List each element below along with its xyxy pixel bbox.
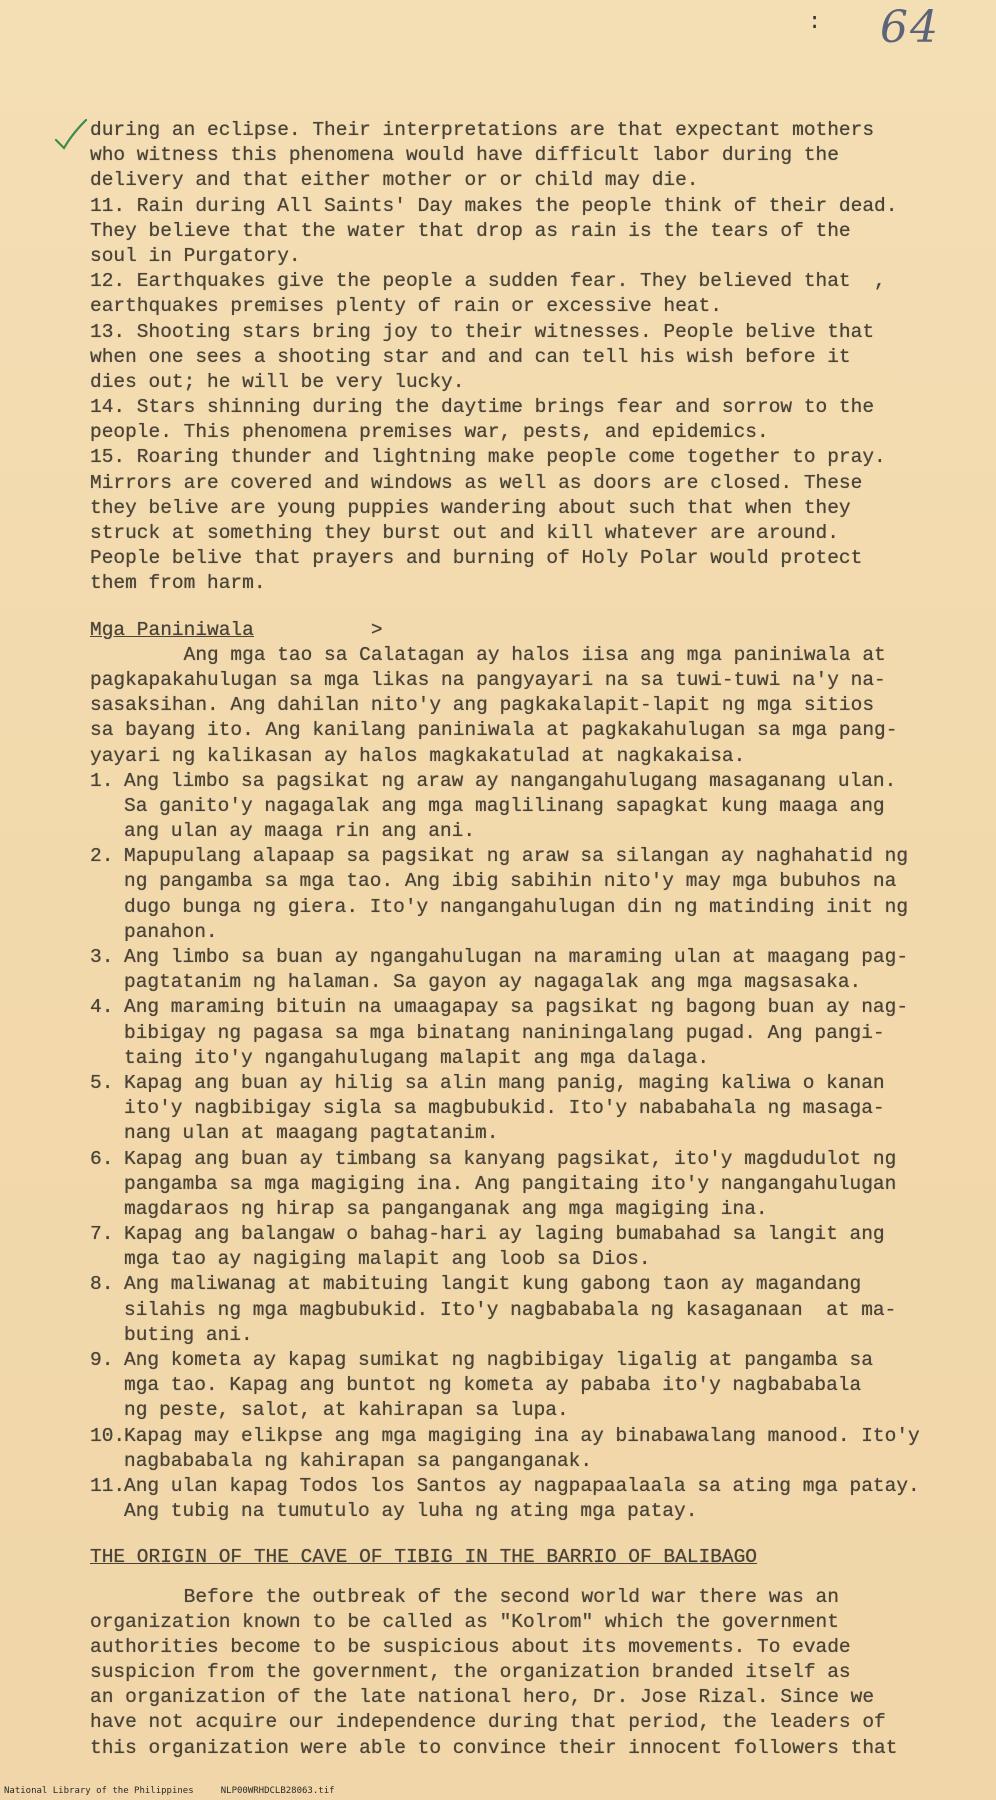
text-line: authorities become to be suspicious about its movements. To evade [90,1635,851,1658]
text-line: 13. Shooting stars bring joy to their witnesses. People belive that [90,320,875,343]
text-line: Mirrors are covered and windows as well as doors are closed. These [90,471,863,494]
tagalog-heading: Mga Paniniwala [90,618,254,641]
list-item [90,1222,936,1272]
list-item-number: 6. [90,1147,114,1170]
list-item-text [124,1147,936,1223]
list-item-text [124,1071,936,1147]
text-line: 12. Earthquakes give the people a sudden fear. They believed that , [90,270,886,293]
text-line: have not acquire our independence during that period, the leaders of [90,1711,886,1734]
text-line: 15. Roaring thunder and lightning make people come together to pray. [90,446,886,469]
text-line: Sa ganito'y nagagalak ang mga maglilinang sapagkat kung maaga ang [124,794,885,817]
list-item-number: 7. [90,1223,114,1246]
text-line: Ang maliwanag at mabituing langit kung gabong taon ay magandang [124,1273,862,1296]
text-line: nang ulan at maagang pagtatanim. [124,1122,499,1145]
text-line: when one sees a shooting star and and can tell his wish before it [90,345,851,368]
list-item-number: 8. [90,1273,114,1296]
text-line: Ang limbo sa pagsikat ng araw ay nangangahulugang masaganang ulan. [124,769,897,792]
list-item-number: 5. [90,1071,114,1094]
text-line: nagbababala ng kahirapan sa panganganak. [124,1449,593,1472]
text-line: People belive that prayers and burning of Holy Polar would protect [90,547,863,570]
text-line: Kapag ang balangaw o bahag-hari ay laging bumabahad sa langit ang [124,1223,885,1246]
text-line: soul in Purgatory. [90,244,301,267]
heading-mark: > [370,618,383,641]
list-item [90,1147,936,1223]
text-line: Ang tubig na tumutulo ay luha ng ating mga patay. [124,1500,698,1523]
list-item-text [124,844,936,945]
list-item [90,1474,936,1524]
page-mark: : [808,10,822,35]
list-item-text [124,1222,936,1272]
document-body [90,118,936,1761]
text-line: people. This phenomena premises war, pests, and epidemics. [90,421,769,444]
text-line: bibigay ng pagasa sa mga binatang naniningalang pugad. Ang pangi- [124,1021,885,1044]
tagalog-items [90,769,936,1525]
page-number: 64 [880,2,940,53]
text-line: silahis ng mga magbubukid. Ito'y nagbababala ng kasaganaan at ma- [124,1298,897,1321]
list-item-number: 10. [90,1424,126,1447]
list-item-number: 4. [90,996,114,1019]
text-line: this organization were able to convince their innocent followers that [90,1736,898,1759]
origin-section [90,1585,936,1761]
text-line: pagtatanim ng halaman. Sa gayon ay nagagalak ang mga magsasaka. [124,971,862,994]
text-line: Before the outbreak of the second world war there was an [90,1585,839,1608]
list-item-text [124,1474,936,1524]
list-item [90,945,936,995]
text-line: who witness this phenomena would have difficult labor during the [90,144,839,167]
text-line: Mapupulang alapaap sa pagsikat ng araw sa silangan ay naghahatid ng [124,845,909,868]
text-line: sasaksihan. Ang dahilan nito'y ang pagkakalapit-lapit ng mga sitios [90,694,875,717]
text-line: sa bayang ito. Ang kanilang paniniwala at pagkakahulugan sa mga pang- [90,719,898,742]
text-line: them from harm. [90,572,266,595]
origin-heading-line [90,1545,936,1570]
text-line: Ang kometa ay kapag sumikat ng nagbibigay ligalig at pangamba sa [124,1349,873,1371]
list-item [90,1272,936,1348]
text-line: panahon. [124,920,218,943]
list-item-text [124,1272,936,1348]
list-item [90,844,936,945]
list-item-text [124,1424,936,1474]
check-mark-icon [54,118,88,154]
text-line: dies out; he will be very lucky. [90,370,465,393]
text-line: ng peste, salot, at kahirapan sa lupa. [124,1399,569,1422]
list-item-text [124,769,936,845]
text-line: they belive are young puppies wandering about such that when they [90,496,851,519]
text-line: earthquakes premises plenty of rain or excessive heat. [90,295,722,318]
text-line: mga tao ay nagiging malapit ang loob sa Dios. [124,1248,651,1271]
origin-heading: THE ORIGIN OF THE CAVE OF TIBIG IN THE BARRIO OF BALIBAGO [90,1546,758,1569]
text-line: Ang ulan kapag Todos los Santos ay nagpapaalaala sa ating mga patay. [124,1474,920,1497]
text-line: 11. Rain during All Saints' Day makes the people think of their dead. [90,194,898,217]
text-line: taing ito'y ngangahulugang malapit ang mga dalaga. [124,1046,710,1069]
list-item [90,1424,936,1474]
list-item-number: 3. [90,946,114,968]
text-line: organization known to be called as "Kolrom" which the government [90,1610,839,1633]
footer-caption: National Library of the Philippines NLP00WRHDCLB28063.tif [4,1786,335,1796]
text-line: mga tao. Kapag ang buntot ng kometa ay pababa ito'y nagbababala [124,1374,862,1397]
text-line: Ang limbo sa buan ay ngangahulugan na maraming ulan at maagang pag- [124,946,909,968]
text-line: dugo bunga ng giera. Ito'y nangangahulugan din ng matinding init ng [124,895,909,918]
text-line: ng pangamba sa mga tao. Ang ibig sabihin nito'y may mga bubuhos na [124,870,897,893]
text-line: Kapag ang buan ay hilig sa alin mang panig, maging kaliwa o kanan [124,1071,885,1094]
text-line: pangamba sa mga magiging ina. Ang pangitaing ito'y nangangahulugan [124,1172,897,1195]
list-item-text [124,995,936,1071]
list-item-text [124,945,936,995]
tagalog-intro [90,643,936,769]
text-line: magdaraos ng hirap sa panganganak ang mga magiging ina. [124,1197,768,1220]
text-line: Kapag may elikpse ang mga magiging ina ay binabawalang manood. Ito'y [124,1424,920,1447]
list-item-number: 9. [90,1349,114,1371]
list-item [90,1071,936,1147]
text-line: struck at something they burst out and kill whatever are around. [90,522,839,544]
list-item [90,769,936,845]
text-line: ito'y nagbibigay sigla sa magbubukid. Ito'y nababahala ng masaga- [124,1097,885,1120]
list-item [90,1348,936,1424]
list-item-number: 1. [90,769,114,792]
text-line: Kapag ang buan ay timbang sa kanyang pagsikat, ito'y magdudulot ng [124,1147,897,1170]
text-line: an organization of the late national hero, Dr. Jose Rizal. Since we [90,1686,875,1709]
text-line: Ang mga tao sa Calatagan ay halos iisa ang mga paniniwala at [90,643,886,666]
text-line: during an eclipse. Their interpretations are that expectant mothers [90,119,875,141]
list-item-number: 2. [90,845,114,868]
english-section [90,118,936,597]
text-line: suspicion from the government, the organization branded itself as [90,1661,851,1684]
text-line: buting ani. [124,1323,253,1346]
list-item [90,995,936,1071]
text-line: pagkapakahulugan sa mga likas na pangyayari na sa tuwi-tuwi na'y na- [90,668,886,691]
text-line: delivery and that either mother or or child may die. [90,169,699,192]
text-line: 14. Stars shinning during the daytime brings fear and sorrow to the [90,396,875,419]
text-line: ang ulan ay maaga rin ang ani. [124,820,476,843]
text-line: yayari ng kalikasan ay halos magkakatulad at nagkakaisa. [90,744,746,767]
list-item-number: 11. [90,1474,126,1497]
text-line: Ang maraming bituin na umaagapay sa pagsikat ng bagong buan ay nag- [124,996,909,1019]
text-line: They believe that the water that drop as rain is the tears of the [90,219,851,242]
tagalog-heading-line [90,618,936,643]
list-item-text [124,1348,936,1424]
